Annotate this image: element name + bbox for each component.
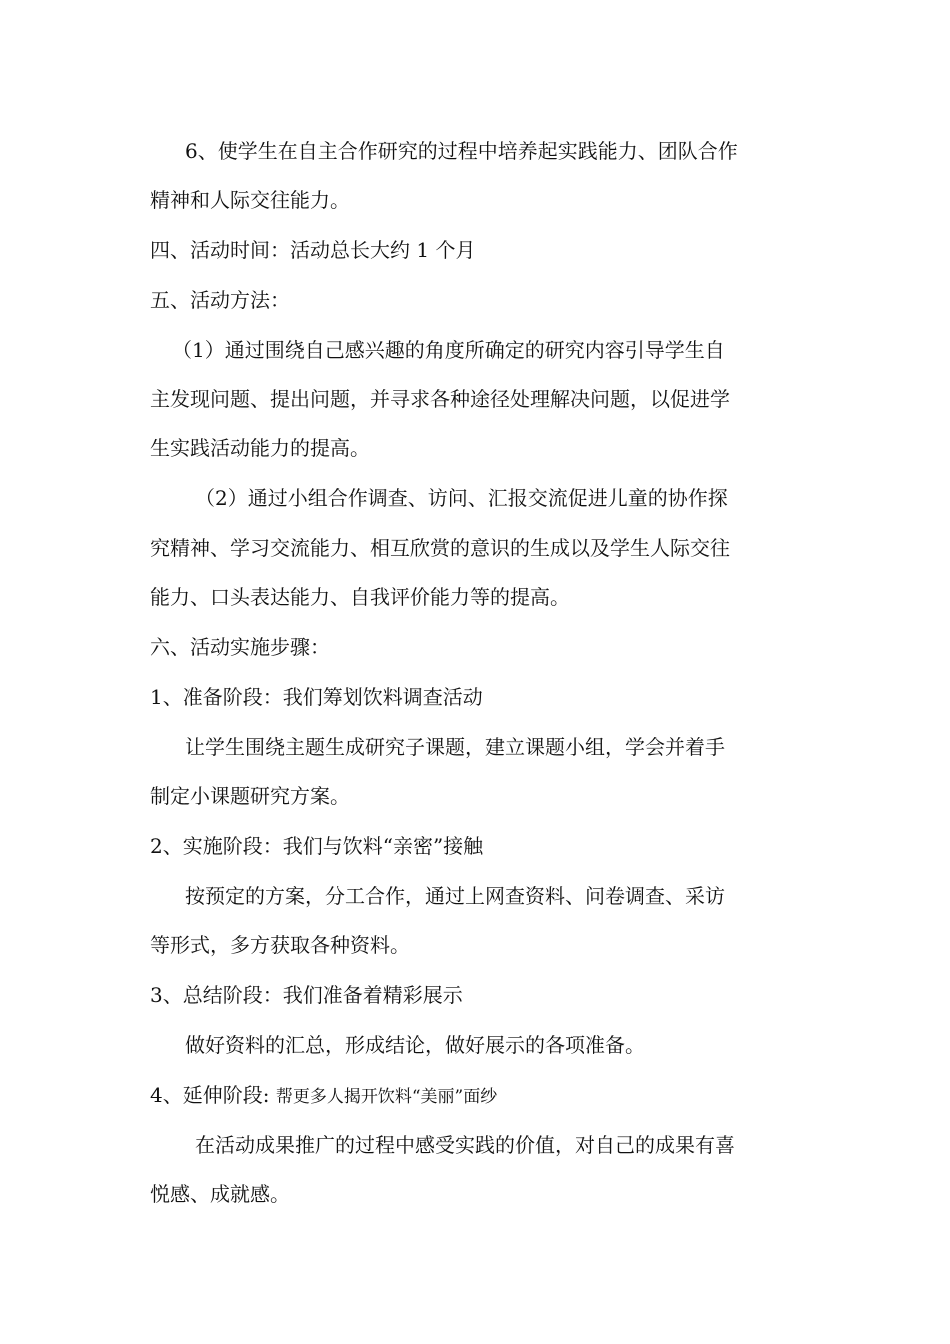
- step-4-title-prefix: 4、延伸阶段:: [150, 1083, 276, 1107]
- paragraph-goal-6-line-2: 精神和人际交往能力。: [150, 188, 350, 212]
- step-4-line-1: 在活动成果推广的过程中感受实践的价值，对自己的成果有喜: [195, 1133, 735, 1157]
- step-3-line-1: 做好资料的汇总，形成结论，做好展示的各项准备。: [185, 1033, 645, 1057]
- step-1-title: 1、准备阶段：我们筹划饮料调查活动: [150, 685, 483, 709]
- step-4-line-2: 悦感、成就感。: [150, 1182, 290, 1206]
- step-2-line-2: 等形式，多方获取各种资料。: [150, 933, 410, 957]
- step-1-line-2: 制定小课题研究方案。: [150, 784, 350, 808]
- step-2-line-1: 按预定的方案，分工合作，通过上网查资料、问卷调查、采访: [185, 884, 725, 908]
- step-4-title-rest: 帮更多人揭开饮料“美丽”面纱: [275, 1087, 498, 1107]
- method-1-line-2: 主发现问题、提出问题，并寻求各种途径处理解决问题，以促进学: [150, 387, 730, 411]
- step-1-line-1: 让学生围绕主题生成研究子课题，建立课题小组，学会并着手: [185, 735, 725, 759]
- heading-implementation-steps: 六、活动实施步骤：: [150, 635, 330, 659]
- method-1-line-3: 生实践活动能力的提高。: [150, 436, 370, 460]
- method-2-line-3: 能力、口头表达能力、自我评价能力等的提高。: [150, 585, 570, 609]
- step-4-title: [150, 1082, 497, 1110]
- step-3-title: 3、总结阶段：我们准备着精彩展示: [150, 983, 463, 1007]
- step-2-title: 2、实施阶段：我们与饮料“亲密”接触: [150, 834, 484, 858]
- method-1-line-1: （1）通过围绕自己感兴趣的角度所确定的研究内容引导学生自: [172, 338, 725, 362]
- paragraph-goal-6-line-1: 6、使学生在自主合作研究的过程中培养起实践能力、团队合作: [185, 139, 738, 163]
- method-2-line-2: 究精神、学习交流能力、相互欣赏的意识的生成以及学生人际交往: [150, 536, 730, 560]
- method-2-line-1: （2）通过小组合作调查、访问、汇报交流促进儿童的协作探: [195, 486, 728, 510]
- heading-activity-method: 五、活动方法：: [150, 288, 290, 312]
- heading-activity-time: 四、活动时间：活动总长大约 1 个月: [150, 238, 476, 262]
